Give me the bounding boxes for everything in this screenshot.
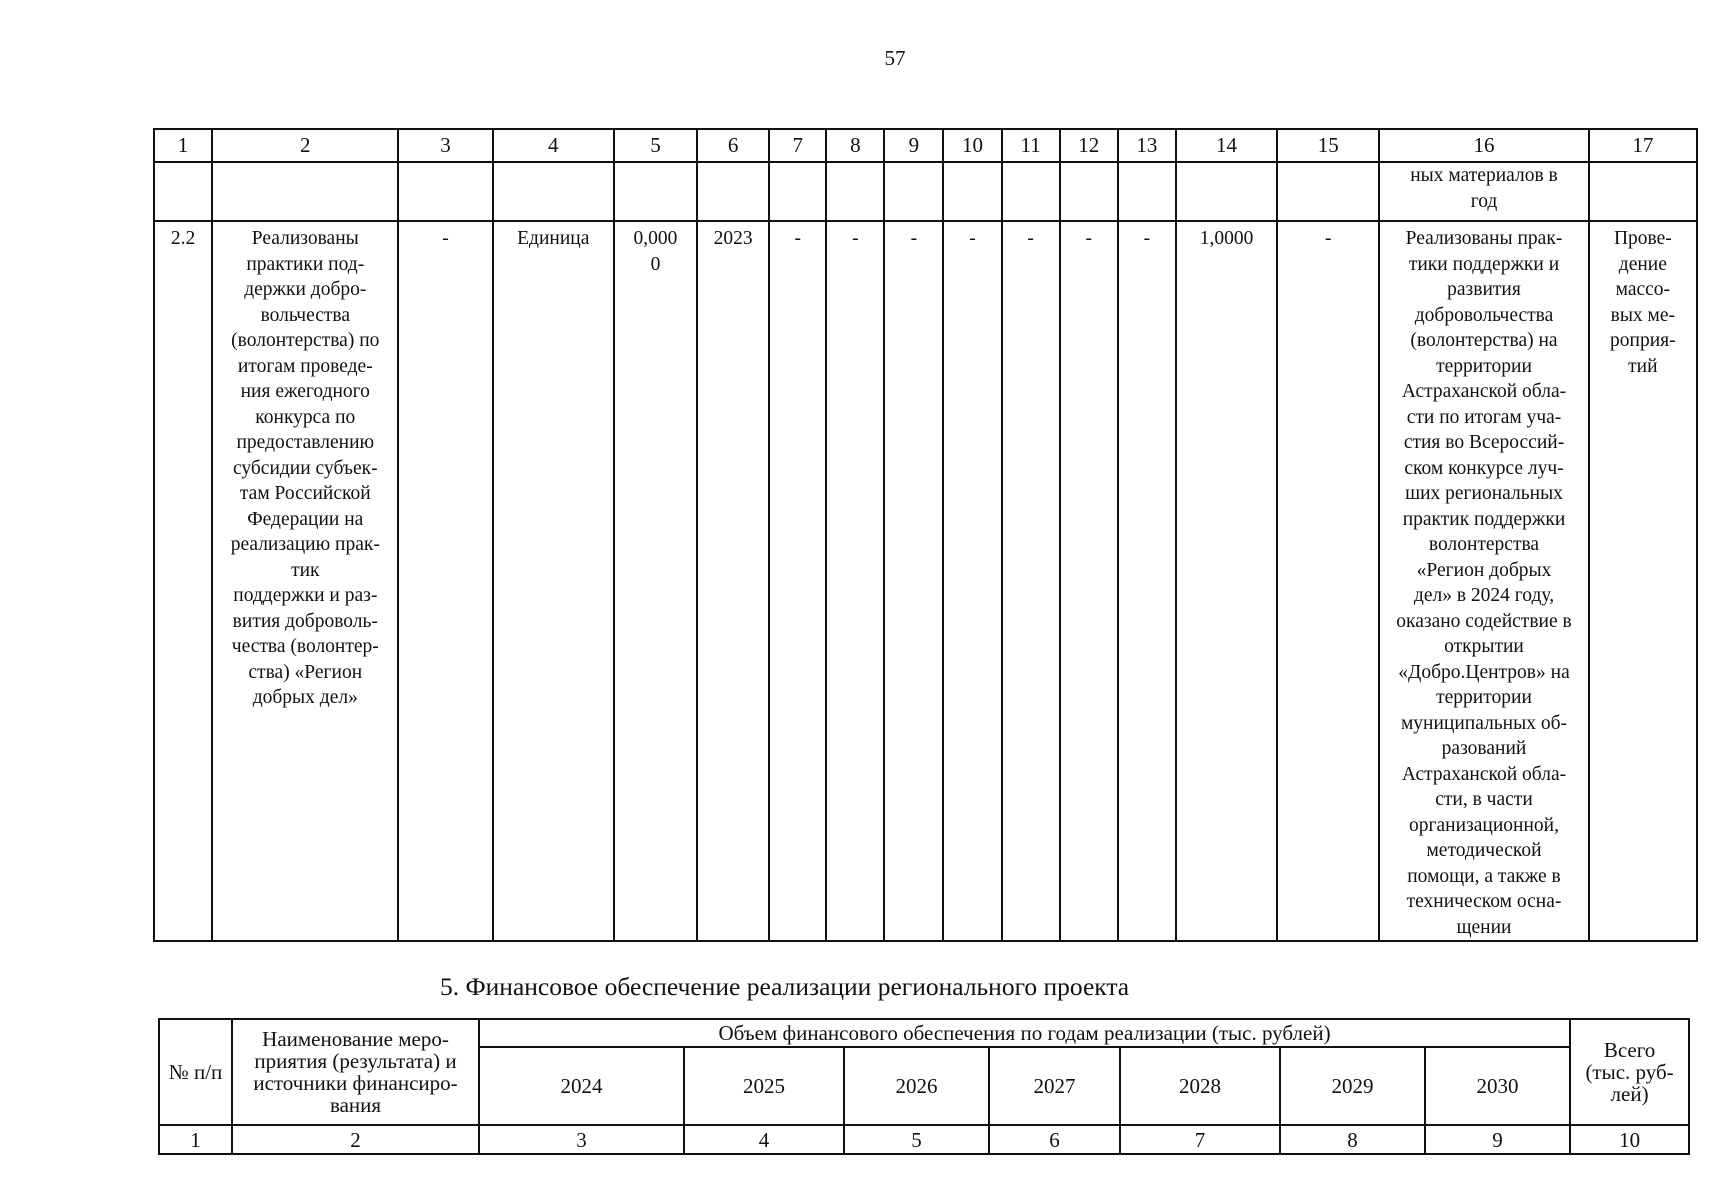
cell-6: [697, 162, 769, 221]
cell-13: -: [1118, 221, 1176, 941]
col-number-9: 9: [884, 129, 943, 162]
col-number-6: 6: [697, 129, 769, 162]
col-number-3: 3: [398, 129, 492, 162]
continued-row: [154, 162, 1697, 221]
section-title: 5. Финансовое обеспечение реализации регионального проекта: [440, 972, 1130, 1001]
col-number-8: 8: [1280, 1125, 1425, 1154]
year-4: 2027: [989, 1047, 1120, 1125]
col-number-2: 2: [212, 129, 398, 162]
cell-8: -: [826, 221, 884, 941]
cell-5: [614, 162, 697, 221]
cell-7: [769, 162, 826, 221]
cell-9: [884, 162, 943, 221]
cell-3: -: [398, 221, 492, 941]
header-num: № п/п: [159, 1019, 232, 1125]
cell-13: [1118, 162, 1176, 221]
header-total: Всего (тыс. руб- лей): [1570, 1019, 1689, 1125]
cell-7: -: [769, 221, 826, 941]
cell-11: [1002, 162, 1060, 221]
cell-8: [826, 162, 884, 221]
col-number-6: 6: [989, 1125, 1120, 1154]
column-number-row: [159, 1125, 1689, 1154]
col-number-5: 5: [844, 1125, 989, 1154]
year-6: 2029: [1280, 1047, 1425, 1125]
indicators-table: [153, 128, 1698, 942]
col-number-1: 1: [159, 1125, 232, 1154]
cell-2: Реализованы практики под- держки добро- вольчества (волонтерства) по итогам проведе- ния ежегодного конкурса по предоставлению субсидии субъек- там Российской Федерации на реализацию прак- тик поддержки и раз- вития доброволь- чества (волонтер- ства) «Регион добрых дел»: [212, 221, 398, 941]
header-name: Наименование меро- приятия (результата) и источники финансиро- вания: [232, 1019, 479, 1125]
cell-16: Реализованы прак- тики поддержки и развития добровольчества (волонтерства) на территории Астраханской обла- сти по итогам уча- стия во Всероссий- ском конкурсе луч- ших региональных практик поддержки волонтерства «Регион добрых дел» в 2024 году, оказано содействие в открытии «Добро.Центров» на территории муниципальных об- разований Астраханской обла- сти, в части организационной, методической помощи, а также в техническом осна- щении: [1379, 221, 1588, 941]
cell-3: [398, 162, 492, 221]
col-number-4: 4: [684, 1125, 844, 1154]
col-number-7: 7: [1120, 1125, 1280, 1154]
col-number-12: 12: [1060, 129, 1118, 162]
table-row: [154, 221, 1697, 941]
col-number-10: 10: [1570, 1125, 1689, 1154]
cell-17: [1589, 162, 1697, 221]
cell-10: [943, 162, 1001, 221]
col-number-1: 1: [154, 129, 212, 162]
col-number-8: 8: [826, 129, 884, 162]
col-number-2: 2: [232, 1125, 479, 1154]
col-number-5: 5: [614, 129, 697, 162]
cell-2: [212, 162, 398, 221]
col-number-7: 7: [769, 129, 826, 162]
col-number-9: 9: [1425, 1125, 1570, 1154]
col-number-16: 16: [1379, 129, 1588, 162]
year-2: 2025: [684, 1047, 844, 1125]
cell-4: [493, 162, 614, 221]
cell-6: 2023: [697, 221, 769, 941]
cell-15: -: [1277, 221, 1379, 941]
year-7: 2030: [1425, 1047, 1570, 1125]
page-number: 57: [884, 46, 906, 70]
col-number-15: 15: [1277, 129, 1379, 162]
col-number-14: 14: [1176, 129, 1277, 162]
col-number-3: 3: [479, 1125, 684, 1154]
cell-1: 2.2: [154, 221, 212, 941]
header-volume: Объем финансового обеспечения по годам реализации (тыс. рублей): [479, 1019, 1570, 1047]
column-number-row: [154, 129, 1697, 162]
cell-11: -: [1002, 221, 1060, 941]
col-number-4: 4: [493, 129, 614, 162]
cell-12: [1060, 162, 1118, 221]
cell-9: -: [884, 221, 943, 941]
cell-15: [1277, 162, 1379, 221]
cell-4: Единица: [493, 221, 614, 941]
financing-table: [158, 1018, 1690, 1155]
year-5: 2028: [1120, 1047, 1280, 1125]
col-number-17: 17: [1589, 129, 1697, 162]
cell-16: ных материалов в год: [1379, 162, 1588, 221]
cell-17: Прове- дение массо- вых ме- роприя- тий: [1589, 221, 1697, 941]
col-number-11: 11: [1002, 129, 1060, 162]
year-3: 2026: [844, 1047, 989, 1125]
col-number-10: 10: [943, 129, 1001, 162]
col-number-13: 13: [1118, 129, 1176, 162]
cell-1: [154, 162, 212, 221]
cell-10: -: [943, 221, 1001, 941]
cell-14: [1176, 162, 1277, 221]
year-1: 2024: [479, 1047, 684, 1125]
cell-14: 1,0000: [1176, 221, 1277, 941]
cell-12: -: [1060, 221, 1118, 941]
cell-5: 0,000 0: [614, 221, 697, 941]
